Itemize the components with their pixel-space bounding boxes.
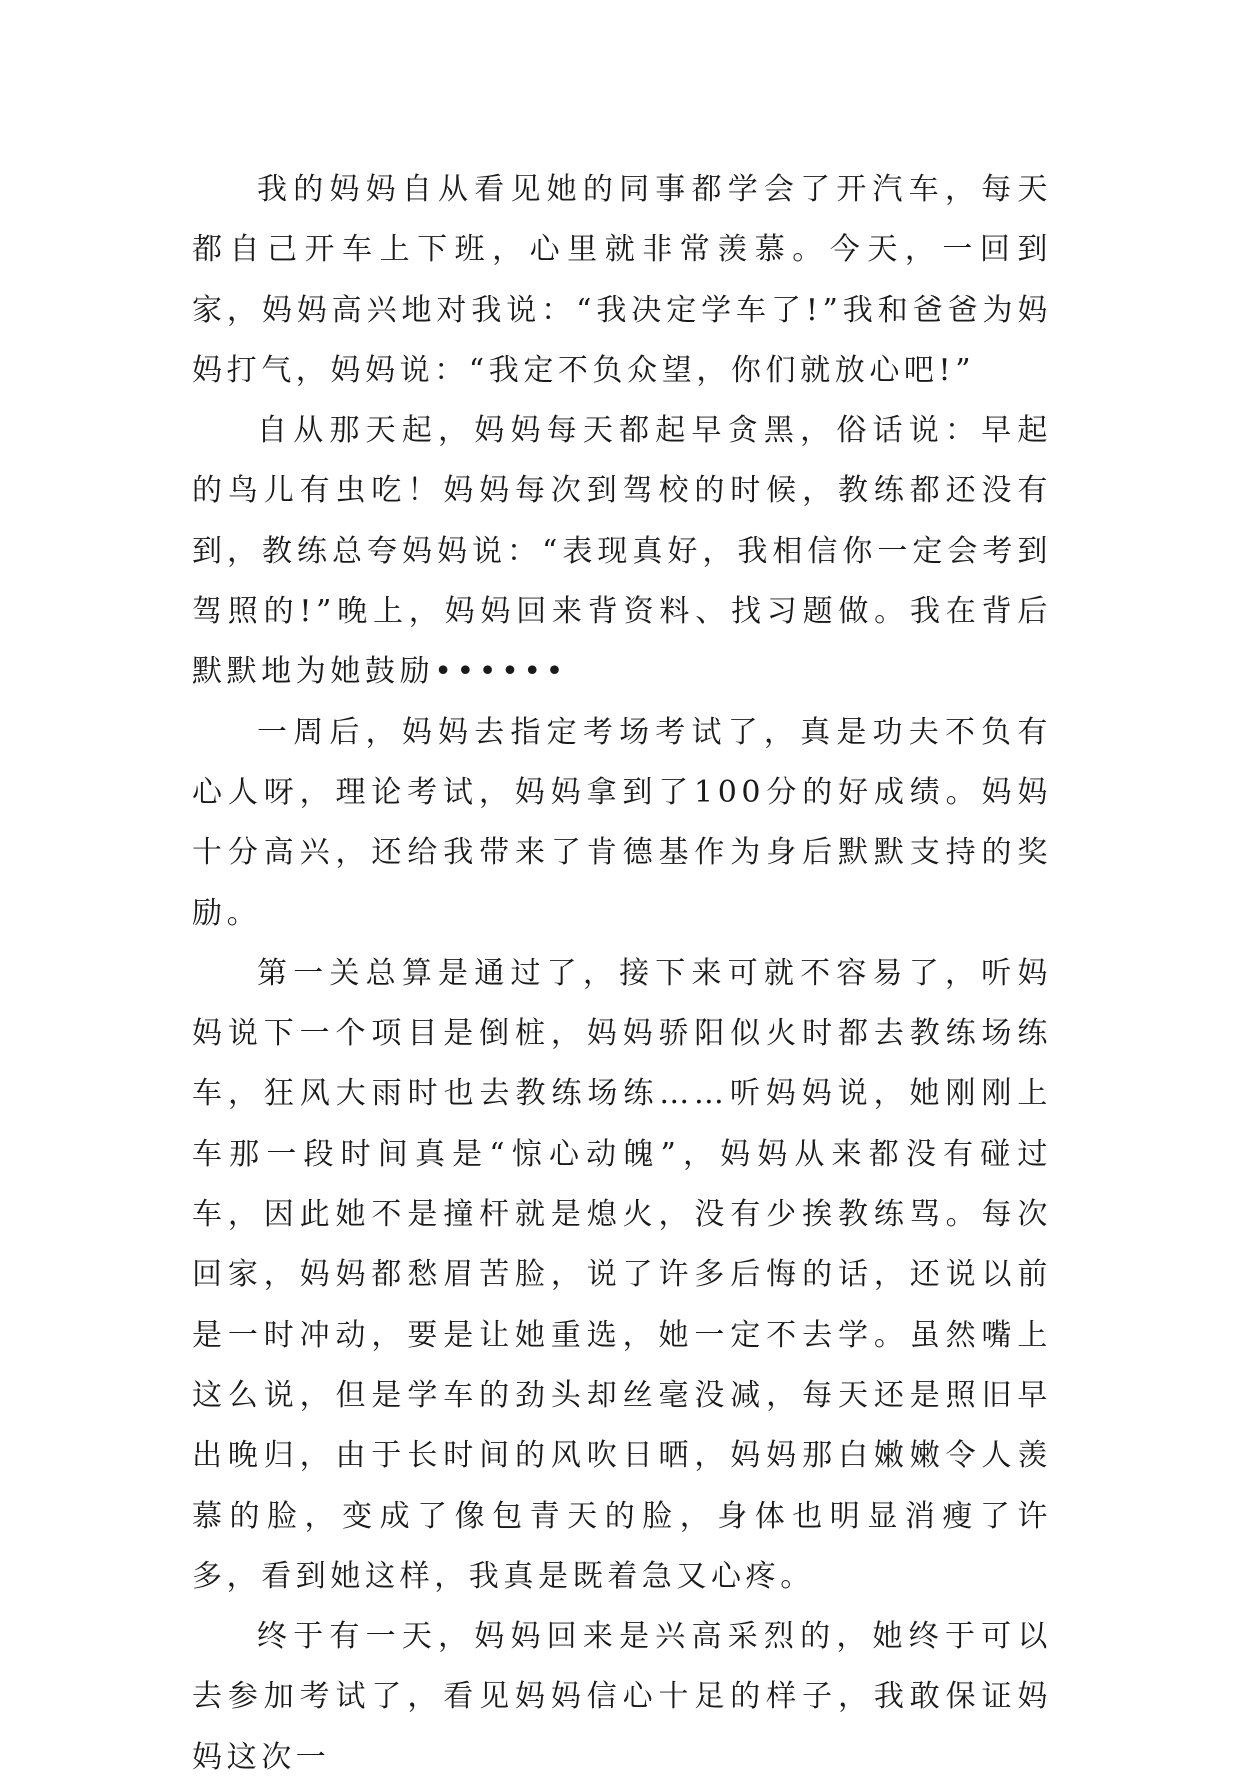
paragraph-4: 第一关总算是通过了，接下来可就不容易了，听妈妈说下一个项目是倒桩，妈妈骄阳似火时都去教练场练车，狂风大雨时也去教练场练……听妈妈说，她刚刚上车那一段时间真是“惊心动魄”，妈妈从来都没有碰过车，因此她不是撞杆就是熄火，没有少挨教练骂。每次回家，妈妈都愁眉苦脸，说了许多后悔的话，还说以前是一时冲动，要是让她重选，她一定不去学。虽然嘴上这么说，但是学车的劲头却丝毫没减，每天还是照旧早出晚归，由于长时间的风吹日晒，妈妈那白嫩嫩令人羡慕的脸，变成了像包青天的脸，身体也明显消瘦了许多，看到她这样，我真是既着急又心疼。: [192, 955, 1052, 1594]
paragraph-5: 终于有一天，妈妈回来是兴高采烈的，她终于可以去参加考试了，看见妈妈信心十足的样子，我敢保证妈妈这次一: [192, 1619, 1052, 1775]
paragraph-1: 我的妈妈自从看见她的同事都学会了开汽车，每天都自己开车上下班，心里就非常羡慕。今天，一回到家，妈妈高兴地对我说：“我决定学车了!”我和爸爸为妈妈打气，妈妈说：“我定不负众望，你们就放心吧!”: [192, 172, 1052, 388]
document-body: [192, 160, 1052, 1788]
paragraph-3: 一周后，妈妈去指定考场考试了，真是功夫不负有心人呀，理论考试，妈妈拿到了100分的好成绩。妈妈十分高兴，还给我带来了肯德基作为身后默默支持的奖励。: [192, 714, 1052, 931]
paragraph-2: 自从那天起，妈妈每天都起早贪黑，俗话说：早起的鸟儿有虫吃！妈妈每次到驾校的时候，教练都还没有到，教练总夸妈妈说：“表现真好，我相信你一定会考到驾照的!”晚上，妈妈回来背资料、找习题做。我在背后默默地为她鼓励••••••: [192, 413, 1052, 690]
